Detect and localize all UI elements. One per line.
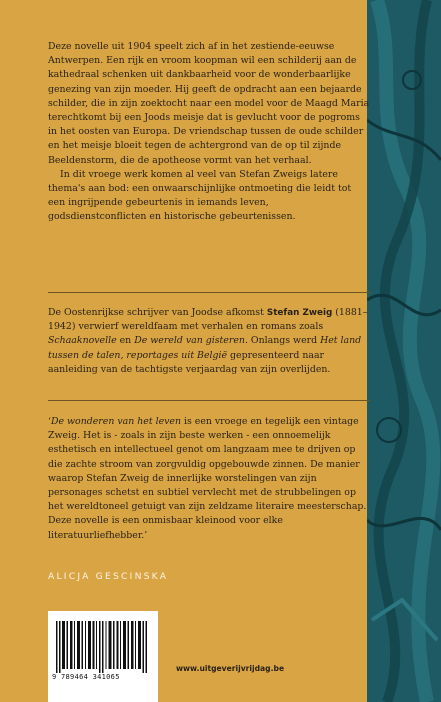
intro-paragraph-2: In dit vroege werk komen al veel van Stefan Zweigs latere thema's aan bod: een onwaarschijnlijke ontmoeting die leidt tot een ingrijpende gebeurtenis in iemands leven, godsdienstconflicten en historische gebeurtenissen.	[48, 168, 352, 223]
quote-open-mark: ‘	[48, 416, 51, 427]
bio-text-4: . Onlangs werd	[244, 335, 321, 347]
quote-body: is een vroege en tegelijk een vintage Zweig. Het is - zoals in zijn beste werken - een onnoemelijk esthetisch en intellectueel genot om langzaam mee te drijven op die zachte stroom van zorgvuldig opgebouwde zinnen. De manier waarop Stefan Zweig de innerlijke worstelingen van zijn personages schetst en subtiel vervlecht met de strubbelingen op het wereldtoneel getuigt van zijn zeldzame literaire meesterschap. Deze novelle is een onmisbaar kleinood voor elke literatuurliefhebber.’	[48, 416, 367, 541]
bio-author-name: Stefan Zweig	[266, 308, 333, 318]
bio-title-3: Het land tussen de talen, reportages uit België	[48, 335, 362, 361]
quote-book-title: De wonderen van het leven	[50, 416, 181, 427]
bio-text-2: (1881–1942) verwierf wereldfaam met verhalen en romans zoals	[48, 307, 368, 333]
bio-text-1: De Oostenrijkse schrijver van Joodse afkomst	[48, 307, 267, 318]
bio-text-5: gepresenteerd naar aanleiding van de tachtigste verjaardag van zijn overlijden.	[48, 349, 331, 375]
intro-text	[48, 40, 370, 225]
isbn-barcode	[48, 611, 158, 702]
author-bio	[48, 306, 372, 377]
cover-art-strip	[367, 0, 441, 702]
section-divider-bottom	[48, 400, 370, 401]
intro-paragraph-1: Deze novelle uit 1904 speelt zich af in het zestiende-eeuwse Antwerpen. Een rijk en vroom koopman wil een schilderij aan de kathedraal schenken uit dankbaarheid voor de wonderbaarlijke genezing van zijn moeder. Hij geeft de opdracht aan een bejaarde schilder, die in zijn zoektocht naar een model voor de Maagd Maria terechtkomt bij een Joods meisje dat is gevlucht voor de pogroms in het oosten van Europa. De vriendschap tussen de oude schilder en het meisje bloeit tegen de achtergrond van de op til zijnde Beeldenstorm, die de apotheose vormt van het verhaal.	[48, 41, 370, 166]
review-quote	[48, 415, 370, 543]
bio-title-2: De wereld van gisteren	[134, 335, 245, 347]
quote-author: ALICJA GESCINSKA	[48, 571, 169, 582]
section-divider-top	[48, 292, 370, 293]
isbn-number: 9 789464 341065	[52, 673, 120, 681]
bio-text-3: en	[116, 335, 135, 347]
bio-title-1: Schaaknovelle	[48, 335, 117, 347]
barcode-icon	[56, 621, 150, 673]
publisher-website[interactable]: www.uitgeverijvrijdag.be	[176, 664, 285, 673]
decorative-illustration	[367, 0, 441, 702]
